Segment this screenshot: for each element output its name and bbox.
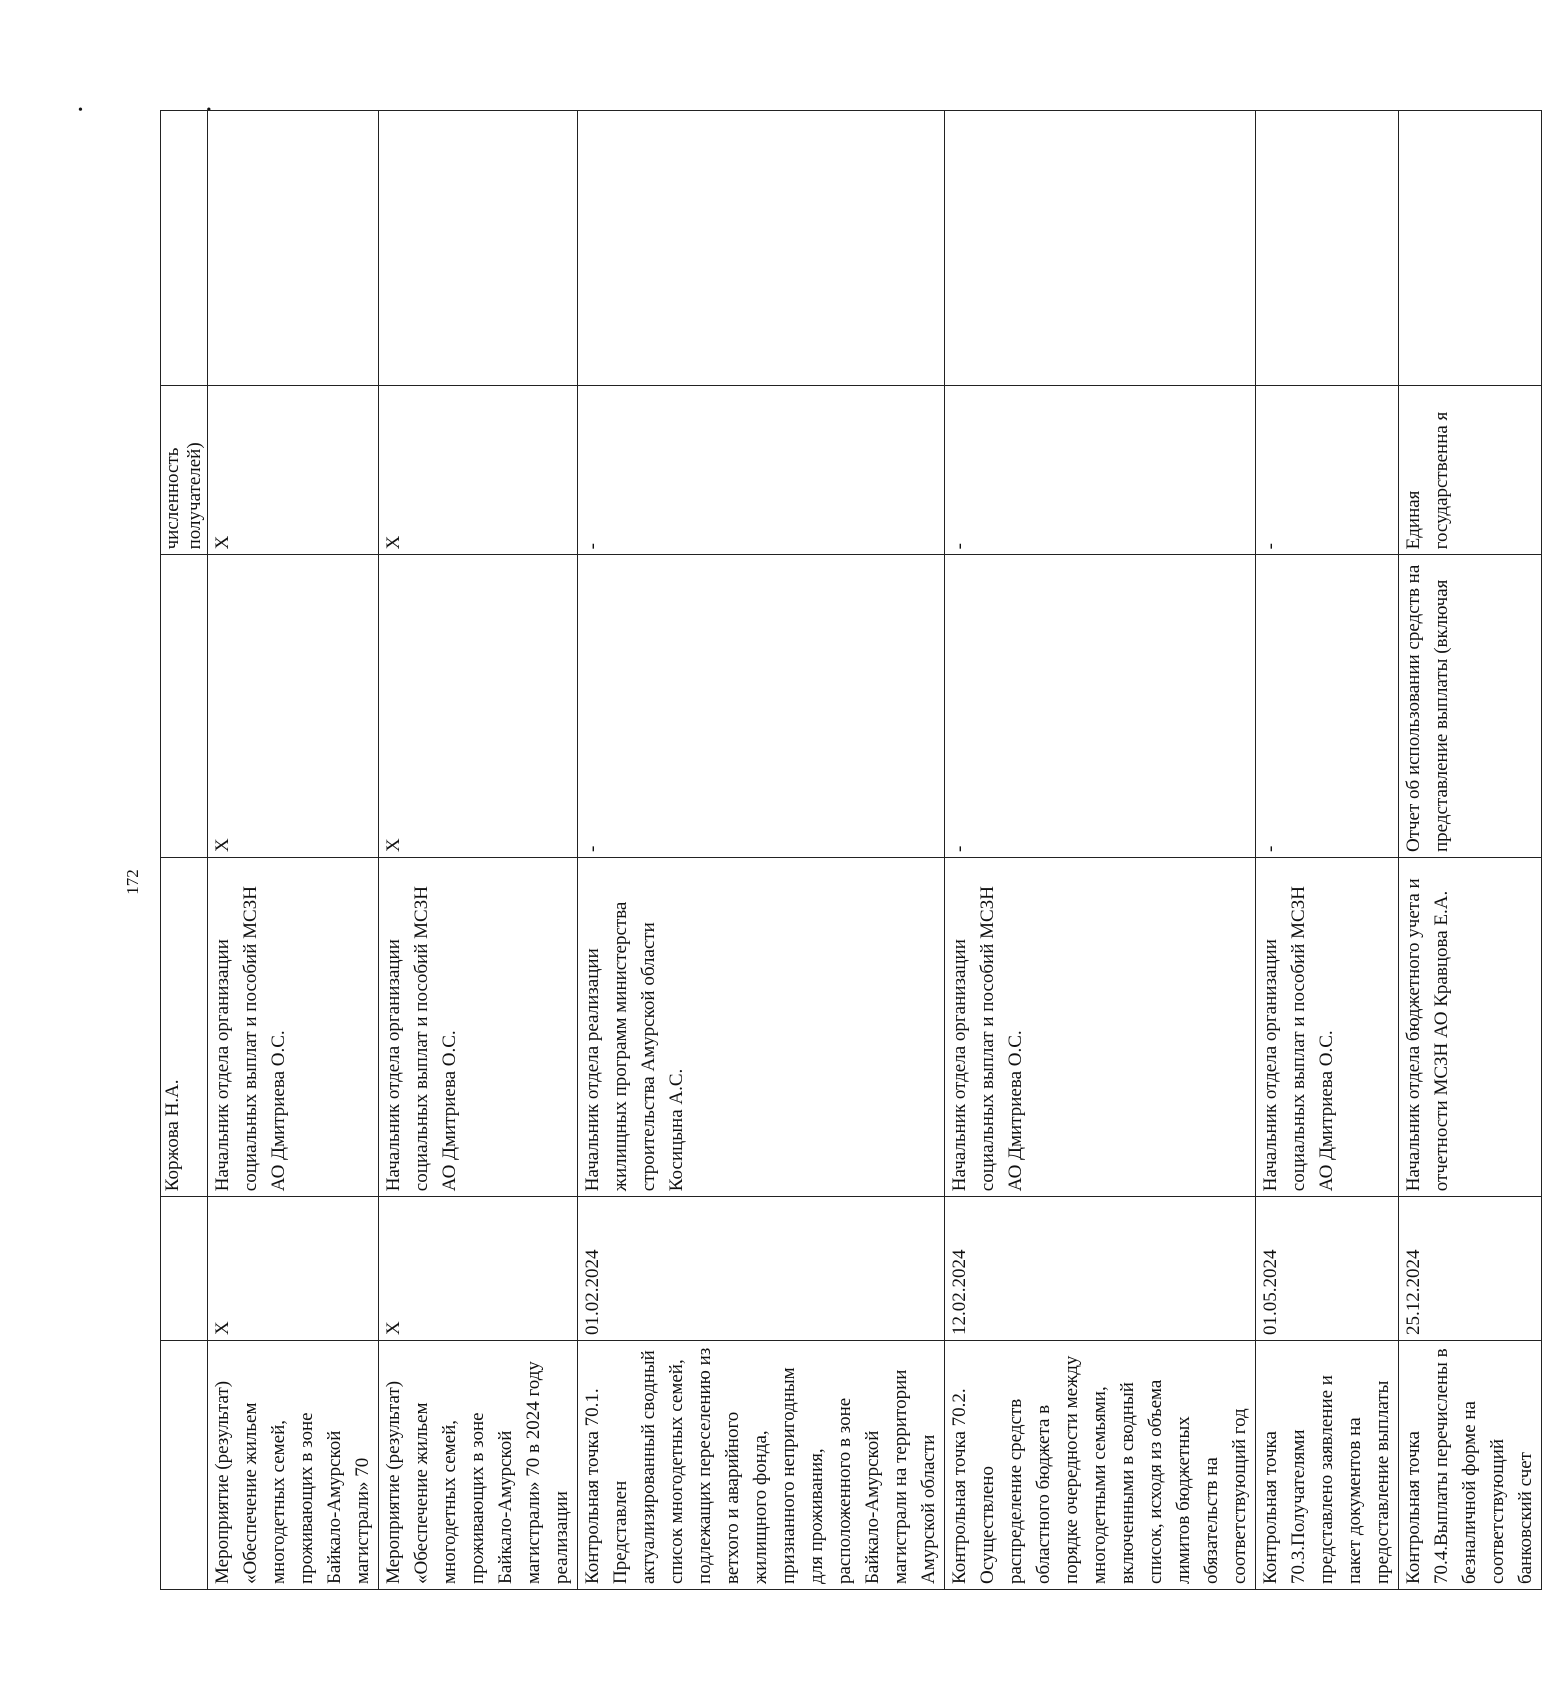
control-points-table <box>160 110 1542 1590</box>
info-system-cell: - <box>1256 385 1399 555</box>
event-cell: Контрольная точка 70.3.Получателями представлено заявление и пакет документов на предоставление выплаты <box>1256 1341 1399 1590</box>
page-number: 172 <box>123 869 142 895</box>
extra-cell <box>1399 111 1542 386</box>
event-cell: Мероприятие (результат) «Обеспечение жильем многодетных семей, проживающих в зоне Байкало-Амурской магистрали» 70 в 2024 году реализации <box>379 1341 578 1590</box>
info-system-cell: X <box>379 385 578 555</box>
responsible-cell: Начальник отдела реализации жилищных программ министерства строительства Амурской области Косицына А.С. <box>578 858 945 1197</box>
date-cell: 01.02.2024 <box>578 1197 945 1341</box>
table-row <box>578 111 945 1590</box>
info-system-cell: - <box>945 385 1256 555</box>
table-row <box>208 111 379 1590</box>
date-cell: 01.05.2024 <box>1256 1197 1399 1341</box>
date-cell: 12.02.2024 <box>945 1197 1256 1341</box>
document-cell: - <box>578 555 945 858</box>
scan-marks: • • <box>78 103 272 118</box>
extra-cell <box>578 111 945 386</box>
date-cell: 25.12.2024 <box>1399 1197 1542 1341</box>
document-cell: - <box>945 555 1256 858</box>
table-cell <box>161 1197 208 1341</box>
table-cell: Коржова Н.А. <box>161 858 208 1197</box>
table-cell <box>161 555 208 858</box>
document-cell: Отчет об использовании средств на представление выплаты (включая <box>1399 555 1542 858</box>
table-cell: численность получателей) <box>161 385 208 555</box>
event-cell: Мероприятие (результат) «Обеспечение жильем многодетных семей, проживающих в зоне Байкало-Амурской магистрали» 70 <box>208 1341 379 1590</box>
info-system-cell: - <box>578 385 945 555</box>
table-row <box>161 111 208 1590</box>
table-cell <box>161 111 208 386</box>
date-cell: X <box>208 1197 379 1341</box>
info-system-cell: X <box>208 385 379 555</box>
rotated-table-container <box>160 110 1536 1590</box>
document-cell: - <box>1256 555 1399 858</box>
table-row <box>1256 111 1399 1590</box>
event-cell: Контрольная точка 70.4.Выплаты перечислены в безналичной форме на соответствующий банковский счет <box>1399 1341 1542 1590</box>
responsible-cell: Начальник отдела организации социальных выплат и пособий МСЗН АО Дмитриева О.С. <box>1256 858 1399 1197</box>
responsible-cell: Начальник отдела организации социальных выплат и пособий МСЗН АО Дмитриева О.С. <box>945 858 1256 1197</box>
extra-cell <box>379 111 578 386</box>
document-cell: X <box>379 555 578 858</box>
document-cell: X <box>208 555 379 858</box>
responsible-cell: Начальник отдела организации социальных выплат и пособий МСЗН АО Дмитриева О.С. <box>208 858 379 1197</box>
event-cell: Контрольная точка 70.2. Осуществлено распределение средств областного бюджета в порядке очередности между многодетными семьями, включенными в сводный список, исходя из объема лимитов бюджетных обязательств на соответствующий год <box>945 1341 1256 1590</box>
extra-cell <box>208 111 379 386</box>
table-row <box>1399 111 1542 1590</box>
responsible-cell: Начальник отдела организации социальных выплат и пособий МСЗН АО Дмитриева О.С. <box>379 858 578 1197</box>
table-cell <box>161 1341 208 1590</box>
extra-cell <box>945 111 1256 386</box>
event-cell: Контрольная точка 70.1. Представлен актуализированный сводный список многодетных семей, подлежащих переселению из ветхого и аварийного жилищного фонда, признанного непригодным для проживания, расположенного в зоне Байкало-Амурской магистрали на территории Амурской области <box>578 1341 945 1590</box>
table-row <box>379 111 578 1590</box>
date-cell: X <box>379 1197 578 1341</box>
responsible-cell: Начальник отдела бюджетного учета и отчетности МСЗН АО Кравцова Е.А. <box>1399 858 1542 1197</box>
extra-cell <box>1256 111 1399 386</box>
info-system-cell: Единая государственна я <box>1399 385 1542 555</box>
table-row <box>945 111 1256 1590</box>
